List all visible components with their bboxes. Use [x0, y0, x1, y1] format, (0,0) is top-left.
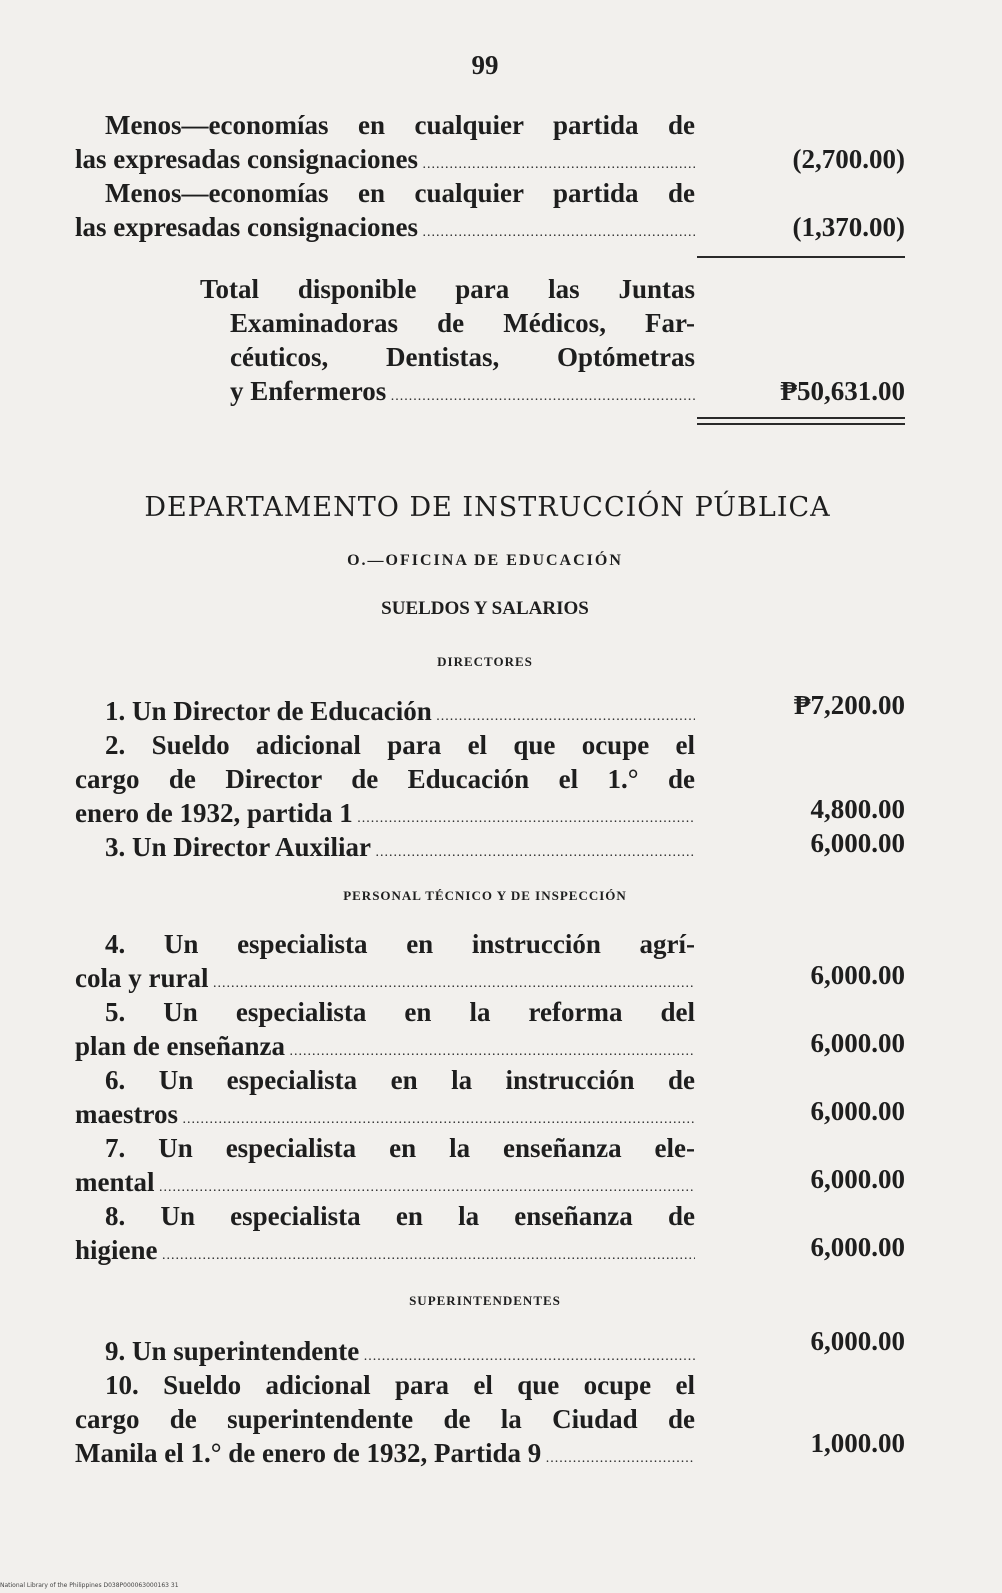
item-line: 2. Sueldo adicional para el que ocupe el: [105, 730, 695, 760]
entry-line: y Enfermeros .....: [75, 374, 695, 414]
item-line: enero de 1932, partida 1 .....: [75, 796, 695, 836]
item-amount: ₱7,200.00: [794, 690, 905, 720]
section-title-superintendentes: SUPERINTENDENTES: [409, 1293, 561, 1308]
item-line: 6. Un especialista en la instrucción de: [105, 1065, 695, 1095]
list-item: [75, 830, 695, 870]
item-line: 10. Sueldo adicional para el que ocupe el: [105, 1370, 695, 1400]
item-line: plan de enseñanza .....: [75, 1029, 695, 1069]
entry-line: Menos—economías en cualquier partida de: [105, 178, 695, 208]
item-amount: 6,000.00: [810, 1164, 905, 1194]
item-line: 1. Un Director de Educación .....: [75, 694, 695, 734]
department-heading: DEPARTAMENTO DE INSTRUCCIÓN PÚBLICA: [144, 492, 831, 523]
list-item: [75, 1063, 695, 1137]
entry-amount: (1,370.00): [792, 212, 905, 242]
entry-line: las expresadas consignaciones .....: [75, 142, 695, 182]
list-item: [75, 1199, 695, 1273]
entry-line: Menos—economías en cualquier partida de: [105, 110, 695, 140]
item-line: 3. Un Director Auxiliar .....: [75, 830, 695, 870]
item-amount: 6,000.00: [810, 1096, 905, 1126]
list-item: [75, 927, 695, 1001]
item-amount: 6,000.00: [810, 1028, 905, 1058]
item-amount: 6,000.00: [810, 1326, 905, 1356]
reduction-entry: [75, 108, 695, 182]
item-amount: 6,000.00: [810, 1232, 905, 1262]
item-line: mental .....: [75, 1165, 695, 1205]
list-item: [75, 1368, 695, 1476]
item-line: 7. Un especialista en la enseñanza ele-: [105, 1133, 695, 1163]
entry-line: Examinadoras de Médicos, Far-: [230, 308, 695, 338]
list-item: [75, 995, 695, 1069]
salaries-heading: SUELDOS Y SALARIOS: [381, 598, 589, 619]
total-entry: [75, 272, 695, 414]
entry-line: las expresadas consignaciones .....: [75, 210, 695, 250]
entry-amount: (2,700.00): [792, 144, 905, 174]
item-amount: 6,000.00: [810, 960, 905, 990]
item-line: cargo de superintendente de la Ciudad de: [75, 1404, 695, 1434]
total-double-rule: [697, 417, 905, 425]
list-item: [75, 1131, 695, 1205]
total-amount: ₱50,631.00: [780, 376, 905, 406]
office-heading: O.—OFICINA DE EDUCACIÓN: [347, 552, 623, 569]
item-amount: 1,000.00: [810, 1428, 905, 1458]
section-title-personal-tecnico: PERSONAL TÉCNICO Y DE INSPECCIÓN: [343, 888, 627, 903]
item-amount: 6,000.00: [810, 828, 905, 858]
section-title-directores: DIRECTORES: [437, 654, 533, 669]
item-line: 9. Un superintendente .....: [75, 1334, 695, 1374]
page-number: 99: [471, 50, 499, 80]
list-item: [75, 728, 695, 836]
item-line: cola y rural .....: [75, 961, 695, 1001]
subtotal-rule: [697, 256, 905, 258]
item-amount: 4,800.00: [810, 794, 905, 824]
reduction-entry: [75, 176, 695, 250]
entry-line: Total disponible para las Juntas: [200, 274, 695, 304]
scan-footer: National Library of the Philippines D038P000063000163 31: [0, 1582, 179, 1589]
item-line: higiene .....: [75, 1233, 695, 1273]
entry-line: céuticos, Dentistas, Optómetras: [230, 342, 695, 372]
item-line: Manila el 1.° de enero de 1932, Partida 9 .....: [75, 1436, 695, 1476]
item-line: 5. Un especialista en la reforma del: [105, 997, 695, 1027]
item-line: 8. Un especialista en la enseñanza de: [105, 1201, 695, 1231]
item-line: cargo de Director de Educación el 1.° de: [75, 764, 695, 794]
item-line: 4. Un especialista en instrucción agrí-: [105, 929, 695, 959]
item-line: maestros .....: [75, 1097, 695, 1137]
